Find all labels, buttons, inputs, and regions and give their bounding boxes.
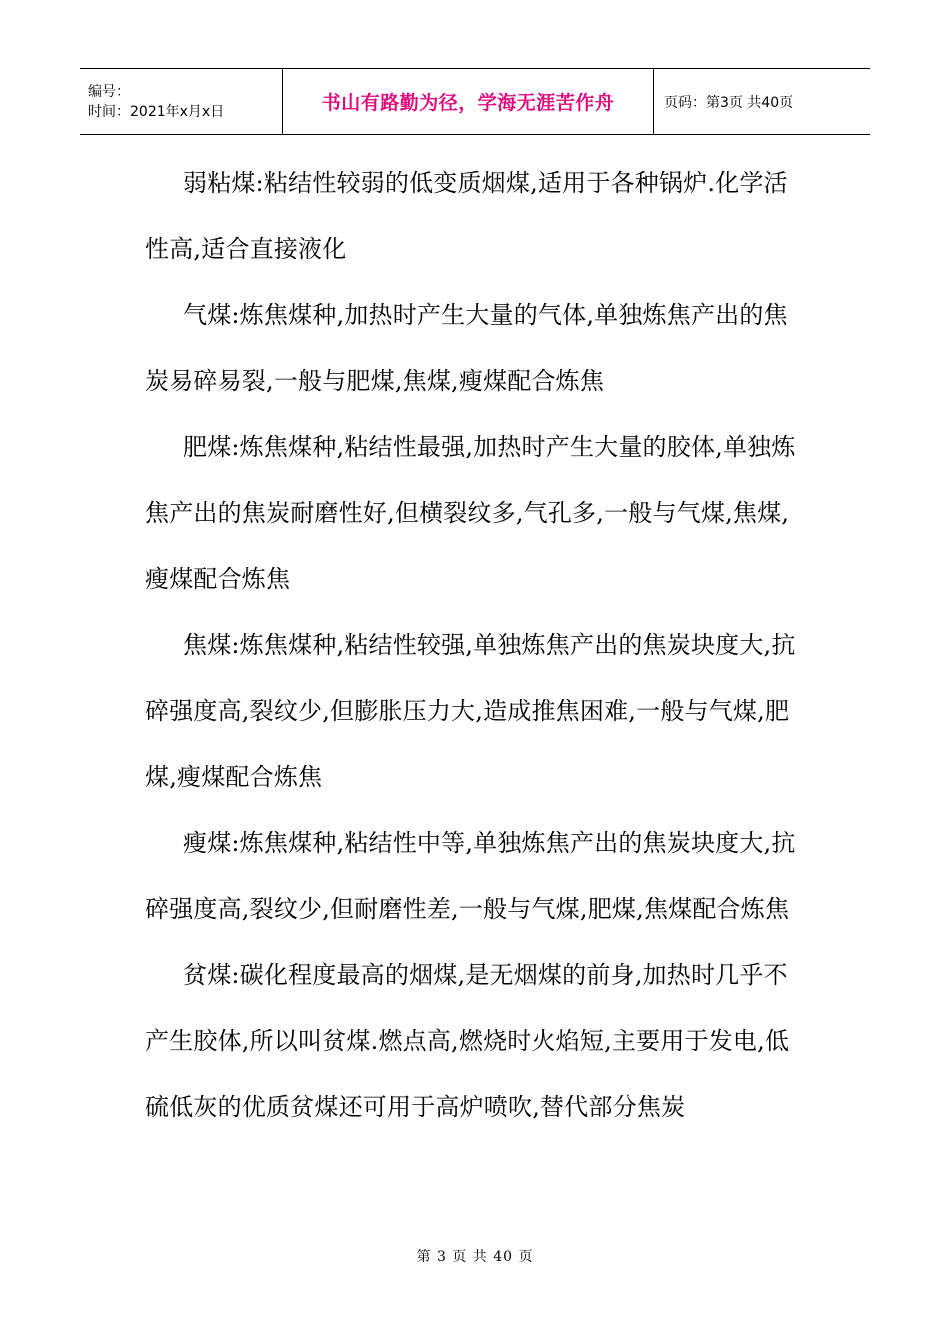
header-motto-cell bbox=[282, 69, 654, 134]
paragraph-gas-coal: 气煤:炼焦煤种,加热时产生大量的气体,单独炼焦产出的焦炭易碎易裂,一般与肥煤,焦煤,瘦煤配合炼焦 bbox=[145, 301, 788, 395]
paragraph-lean-coal: 瘦煤:炼焦煤种,粘结性中等,单独炼焦产出的焦炭块度大,抗碎强度高,裂纹少,但耐磨性差,一般与气煤,肥煤,焦煤配合炼焦 bbox=[145, 829, 796, 923]
paragraph-fat-coal: 肥煤:炼焦煤种,粘结性最强,加热时产生大量的胶体,单独炼焦产出的焦炭耐磨性好,但横裂纹多,气孔多,一般与气煤,焦煤,瘦煤配合炼焦 bbox=[145, 433, 796, 593]
header-page-cell bbox=[654, 69, 870, 134]
paragraph-weak-caking-coal: 弱粘煤:粘结性较弱的低变质烟煤,适用于各种锅炉.化学活性高,适合直接液化 bbox=[145, 169, 788, 263]
document-body bbox=[145, 150, 810, 1140]
document-number-label: 编号： bbox=[88, 83, 130, 100]
document-time-label: 时间：2021年x月x日 bbox=[88, 103, 225, 120]
footer-page-number: 第 3 页 共 40 页 bbox=[416, 1249, 534, 1265]
document-header bbox=[80, 68, 870, 135]
header-motto: 书山有路勤为径，学海无涯苦作舟 bbox=[321, 92, 615, 114]
header-meta-cell bbox=[80, 69, 282, 134]
paragraph-meager-coal: 贫煤:碳化程度最高的烟煤,是无烟煤的前身,加热时几乎不产生胶体,所以叫贫煤.燃点高,燃烧时火焰短,主要用于发电,低硫低灰的优质贫煤还可用于高炉喷吹,替代部分焦炭 bbox=[145, 961, 790, 1121]
page-footer bbox=[0, 1246, 950, 1266]
paragraph-coking-coal: 焦煤:炼焦煤种,粘结性较强,单独炼焦产出的焦炭块度大,抗碎强度高,裂纹少,但膨胀压力大,造成推焦困难,一般与气煤,肥煤,瘦煤配合炼焦 bbox=[145, 631, 796, 791]
header-page-info: 页码：第3页 共40页 bbox=[664, 94, 794, 111]
